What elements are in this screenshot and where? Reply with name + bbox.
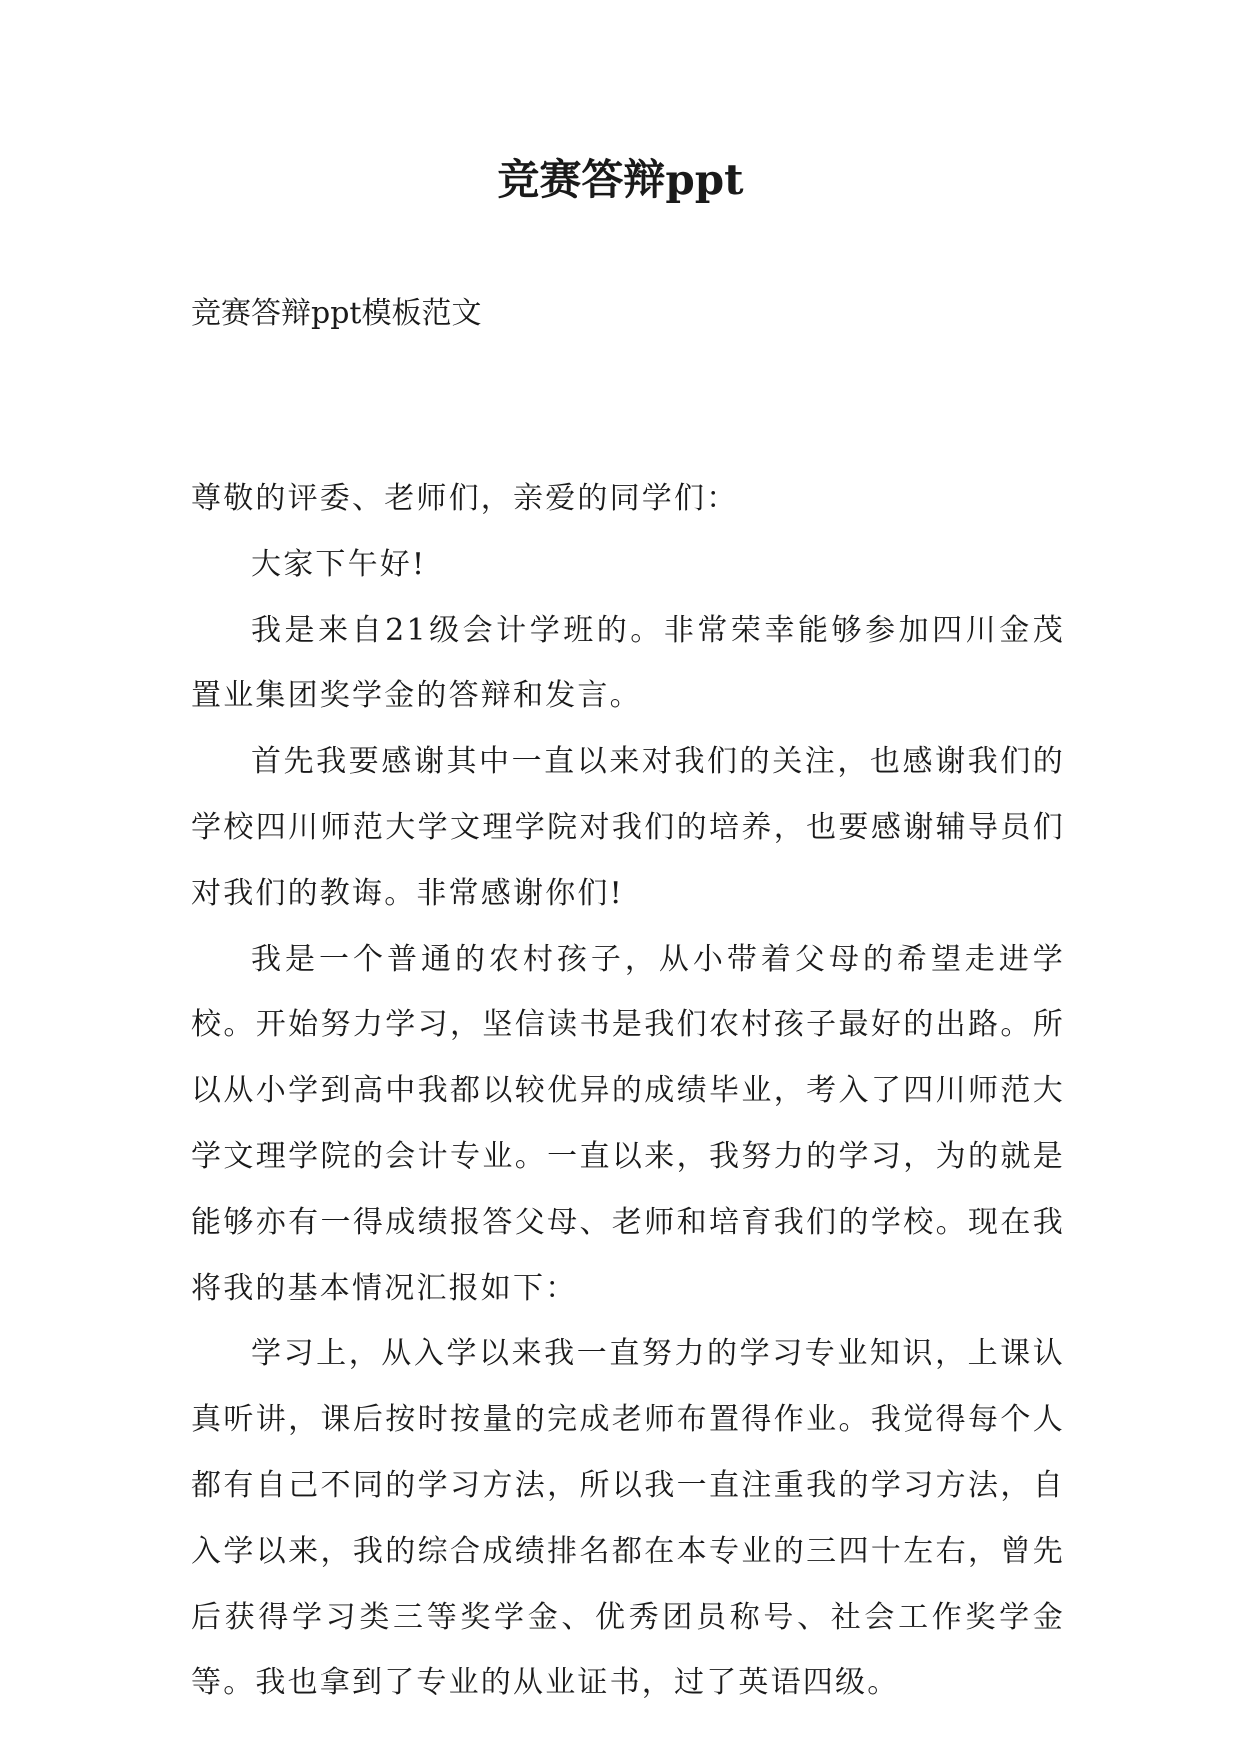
document-body [191, 466, 1065, 1716]
greeting-paragraph: 大家下午好! [251, 546, 427, 582]
document-title: 竞赛答辩ppt [497, 155, 744, 204]
thanks-paragraph: 首先我要感谢其中一直以来对我们的关注，也感谢我们的学校四川师范大学文理学院对我们的培养，也要感谢辅导员们对我们的教诲。非常感谢你们! [191, 744, 1065, 911]
salutation-paragraph: 尊敬的评委、老师们，亲爱的同学们： [191, 481, 739, 516]
study-paragraph: 学习上，从入学以来我一直努力的学习专业知识，上课认真听讲，课后按时按量的完成老师布置得作业。我觉得每个人都有自己不同的学习方法，所以我一直注重我的学习方法，自入学以来，我的综合成绩排名都在本专业的三四十左右，曾先后获得学习类三等奖学金、优秀团员称号、社会工作奖学金等。我也拿到了专业的从业证书，过了英语四级。 [191, 1336, 1065, 1701]
document-subtitle: 竞赛答辩ppt模板范文 [191, 296, 482, 331]
intro-paragraph: 我是来自21级会计学班的。非常荣幸能够参加四川金茂置业集团奖学金的答辩和发言。 [191, 612, 1065, 714]
background-paragraph: 我是一个普通的农村孩子，从小带着父母的希望走进学校。开始努力学习，坚信读书是我们农村孩子最好的出路。所以从小学到高中我都以较优异的成绩毕业，考入了四川师范大学文理学院的会计专业。一直以来，我努力的学习，为的就是能够亦有一得成绩报答父母、老师和培育我们的学校。现在我将我的基本情况汇报如下： [191, 941, 1065, 1306]
